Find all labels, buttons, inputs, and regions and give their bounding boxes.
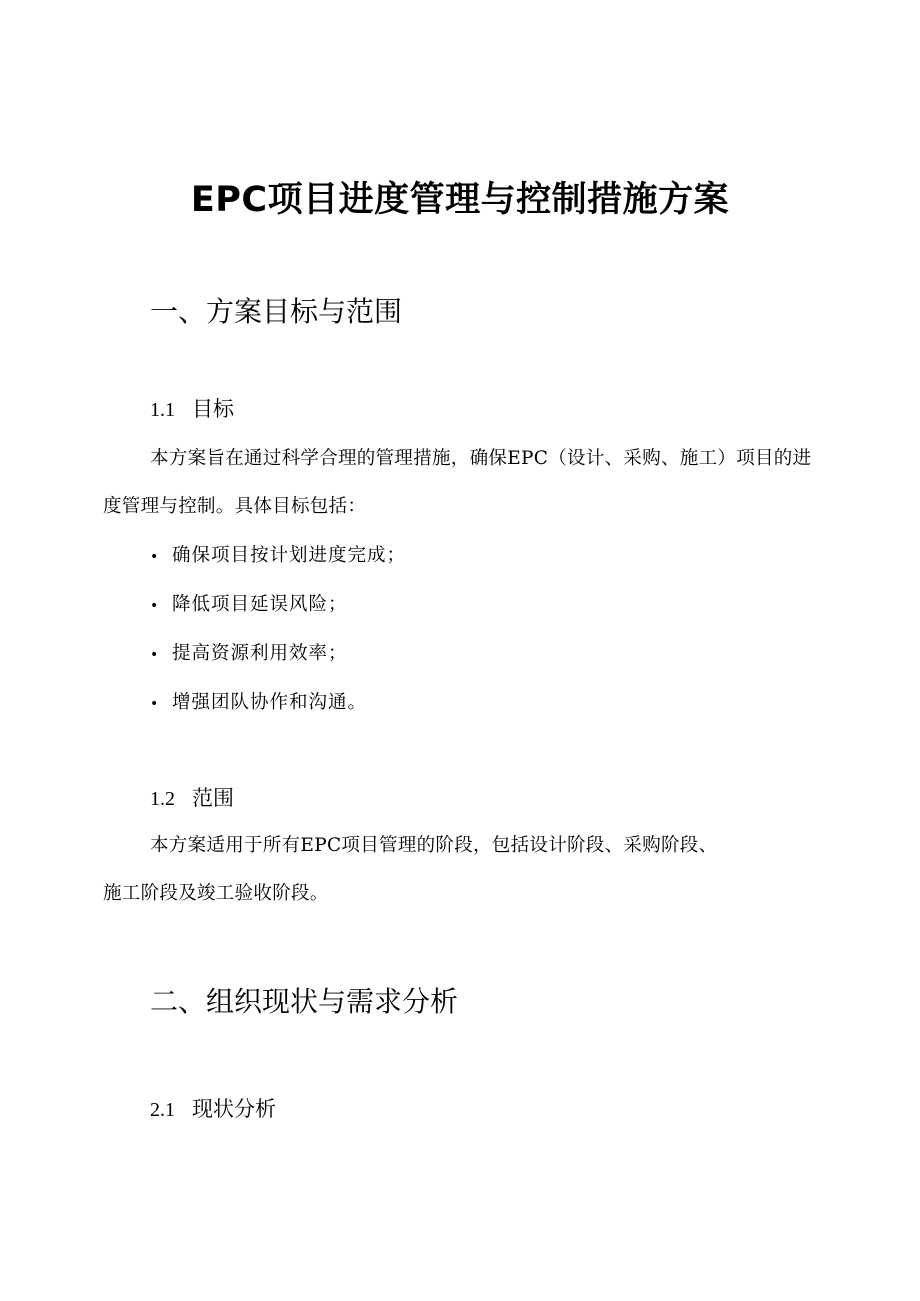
document-title: EPC项目进度管理与控制措施方案 xyxy=(190,180,730,220)
bullet-dot-icon: • xyxy=(150,696,160,712)
bullet-dot-icon: • xyxy=(150,549,160,565)
list-item-text: 提高资源利用效率； xyxy=(172,643,348,664)
list-item-text: 确保项目按计划进度完成； xyxy=(172,545,407,566)
goals-bullet-list xyxy=(150,532,406,728)
subsection-1-1-title: 目标 xyxy=(192,397,234,421)
subsection-1-2-number: 1.2 xyxy=(150,788,175,810)
section-1-heading: 一、方案目标与范围 xyxy=(150,295,403,328)
subsection-1-1-paragraph: 本方案旨在通过科学合理的管理措施，确保EPC（设计、采购、施工）项目的进度管理与控制。具体目标包括： xyxy=(103,448,812,517)
subsection-1-2-heading xyxy=(150,782,234,815)
subsection-1-1-number: 1.1 xyxy=(150,399,175,421)
subsection-2-1-heading xyxy=(150,1093,276,1126)
subsection-1-2-paragraph: 本方案适用于所有EPC项目管理的阶段，包括设计阶段、采购阶段、施工阶段及竣工验收阶段。 xyxy=(103,835,718,904)
bullet-dot-icon: • xyxy=(150,647,160,663)
section-2-heading: 二、组织现状与需求分析 xyxy=(150,985,459,1018)
subsection-2-1-title: 现状分析 xyxy=(192,1097,276,1121)
list-item xyxy=(150,679,406,728)
list-item xyxy=(150,630,406,679)
list-item xyxy=(150,581,406,630)
list-item-text: 降低项目延误风险； xyxy=(172,594,348,615)
subsection-2-1-number: 2.1 xyxy=(150,1099,175,1121)
subsection-1-2-title: 范围 xyxy=(192,786,234,810)
bullet-dot-icon: • xyxy=(150,598,160,614)
list-item xyxy=(150,532,406,581)
list-item-text: 增强团队协作和沟通。 xyxy=(172,692,368,713)
subsection-1-1-heading xyxy=(150,393,234,426)
